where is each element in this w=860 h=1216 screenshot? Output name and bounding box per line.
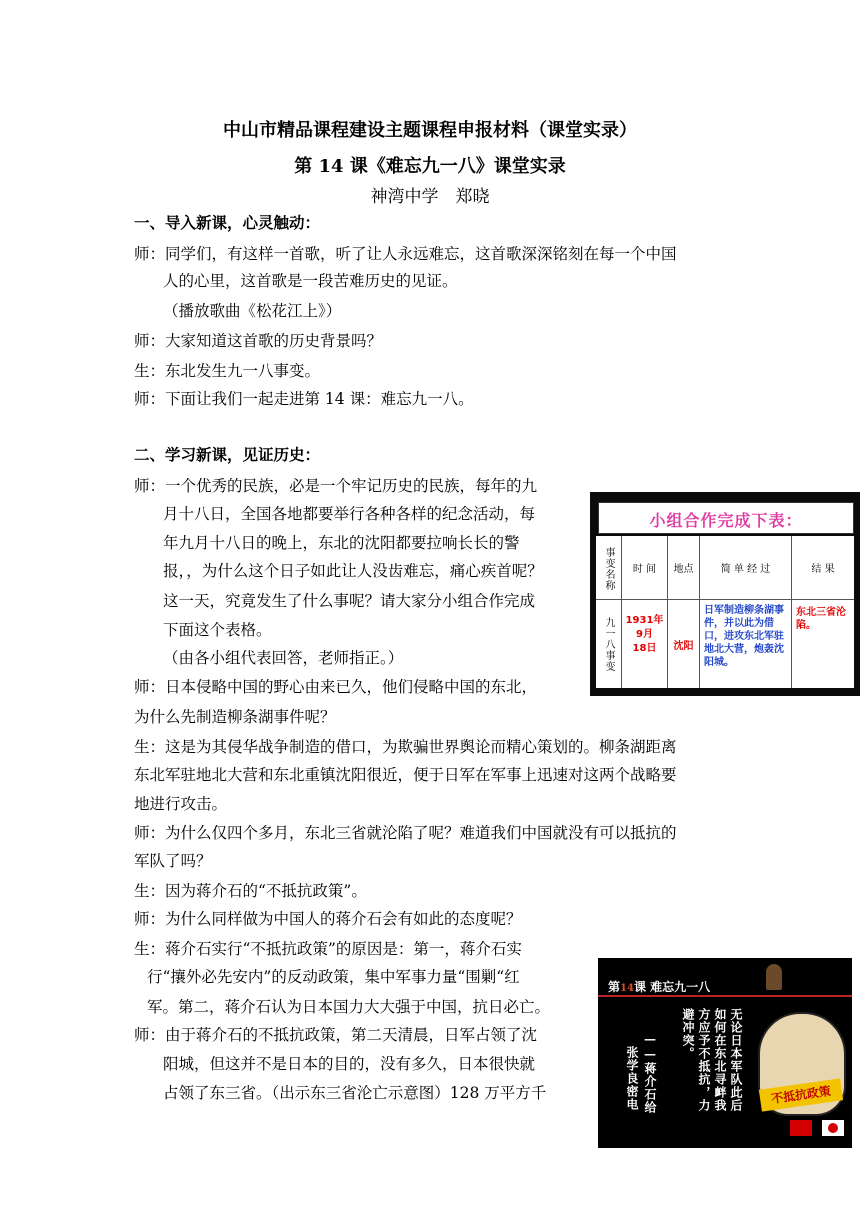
- paragraph-line: 生：东北发生九一八事变。: [134, 362, 321, 380]
- table-cell-result: 东北三省沦陷。: [796, 607, 846, 631]
- paragraph-line: 占领了东三省。（出示东三省沦亡示意图）128 万平方千: [163, 1084, 547, 1102]
- stage-curtain-icon: [766, 964, 782, 990]
- paragraph-line: 地进行攻击。: [134, 795, 228, 813]
- paragraph-line: 师：大家知道这首歌的历史背景吗？: [134, 332, 383, 350]
- paragraph-line: 师：同学们，有这样一首歌，听了让人永远难忘，这首歌深深铭刻在每一个中国: [134, 245, 677, 263]
- table-cell-process: 日军制造柳条湖事件，并以此为借口，进攻东北军驻地北大营，炮轰沈阳城。: [700, 600, 792, 688]
- paragraph-line: 人的心里，这首歌是一段苦难历史的见证。: [163, 272, 458, 290]
- paragraph-line: 生：因为蒋介石的“不抵抗政策”。: [134, 882, 367, 900]
- author-line: 神湾中学 郑晓: [370, 187, 490, 207]
- paragraph-line: 师：下面让我们一起走进第 14 课：难忘九一八。: [134, 390, 474, 408]
- japan-flag-icon: [822, 1120, 844, 1136]
- paragraph-line: 下面这个表格。: [163, 621, 272, 639]
- table-slide-image: [590, 492, 860, 696]
- paragraph-line: 师：一个优秀的民族，必是一个牢记历史的民族，每年的九: [134, 477, 538, 495]
- paragraph-line: 年九月十八日的晚上，东北的沈阳都要拉响长长的警: [163, 534, 520, 552]
- table-header-cell: 地点: [668, 536, 700, 600]
- telegram-text-col: 如何在东北寻衅我: [713, 1008, 727, 1112]
- paragraph-line: （播放歌曲《松花江上》）: [163, 302, 342, 320]
- paragraph-line: 月十八日，全国各地都要举行各种各样的纪念活动，每: [163, 505, 536, 523]
- paragraph-line: 师：日本侵略中国的野心由来已久，他们侵略中国的东北，: [134, 678, 538, 696]
- paragraph-line: 这一天，究竟发生了什么事呢？请大家分小组合作完成: [163, 592, 536, 610]
- paragraph-line: 生：蒋介石实行“不抵抗政策”的原因是：第一，蒋介石实: [134, 940, 522, 958]
- main-title: 中山市精品课程建设主题课程申报材料（课堂实录）: [223, 120, 637, 141]
- table-cell-time: 1931年 9月 18日: [622, 600, 668, 688]
- table-header-cell: 结 果: [792, 536, 854, 600]
- policy-banner: 不抵抗政策: [759, 1078, 843, 1111]
- table-header-cell: 简 单 经 过: [700, 536, 792, 600]
- section2-heading: 二、学习新课，见证历史：: [134, 445, 321, 464]
- paragraph-line: 阳城，但这并不是日本的目的，没有多久，日本很快就: [163, 1055, 536, 1073]
- signature-col: 张学良密电: [625, 1046, 639, 1111]
- slide-title: 第14课 难忘九一八: [608, 980, 711, 994]
- paragraph-line: 生：这是为其侵华战争制造的借口，为欺骗世界舆论而精心策划的。柳条湖距离: [134, 738, 677, 756]
- paragraph-line: 师：为什么仅四个多月，东北三省就沦陷了呢？难道我们中国就没有可以抵抗的: [134, 824, 677, 842]
- paragraph-line: 东北军驻地北大营和东北重镇沈阳很近，便于日军在军事上迅速对这两个战略要: [134, 766, 677, 784]
- paragraph-line: 师：为什么同样做为中国人的蒋介石会有如此的态度呢？: [134, 910, 522, 928]
- china-flag-icon: [790, 1120, 812, 1136]
- policy-slide-image: [598, 958, 852, 1148]
- paragraph-line: 军。第二，蒋介石认为日本国力大大强于中国，抗日必亡。: [147, 998, 551, 1016]
- paragraph-line: 行“攘外必先安内”的反动政策，集中军事力量“围剿“红: [147, 968, 520, 986]
- table-header-cell: 时 间: [622, 536, 668, 600]
- table-cell-place: 沈阳: [668, 600, 700, 688]
- paragraph-line: （由各小组代表回答，老师指正。）: [163, 649, 404, 667]
- paragraph-line: 师：由于蒋介石的不抵抗政策，第二天清晨，日军占领了沈: [134, 1026, 538, 1044]
- table-header-cell: 事变名称: [596, 536, 622, 600]
- paragraph-line: 报，，为什么这个日子如此让人没齿难忘，痛心疾首呢？: [163, 562, 543, 580]
- lesson-title: 第 14 课《难忘九一八》课堂实录: [294, 156, 566, 177]
- table-cell-name: 九一八事变: [596, 600, 622, 688]
- signature-col: ——蒋介石给: [643, 1032, 657, 1114]
- paragraph-line: 军队了吗？: [134, 852, 212, 870]
- telegram-text-col: 避冲突。: [681, 1008, 695, 1060]
- event-table: [596, 536, 854, 688]
- telegram-text-col: 无论日本军队此后: [729, 1008, 743, 1112]
- slide-banner: 小组合作完成下表：: [598, 502, 854, 534]
- paragraph-line: 为什么先制造柳条湖事件呢？: [134, 708, 336, 726]
- telegram-text-col: 方应予不抵抗，力: [697, 1008, 711, 1112]
- section1-heading: 一、导入新课，心灵触动：: [134, 213, 321, 232]
- divider: [598, 995, 852, 997]
